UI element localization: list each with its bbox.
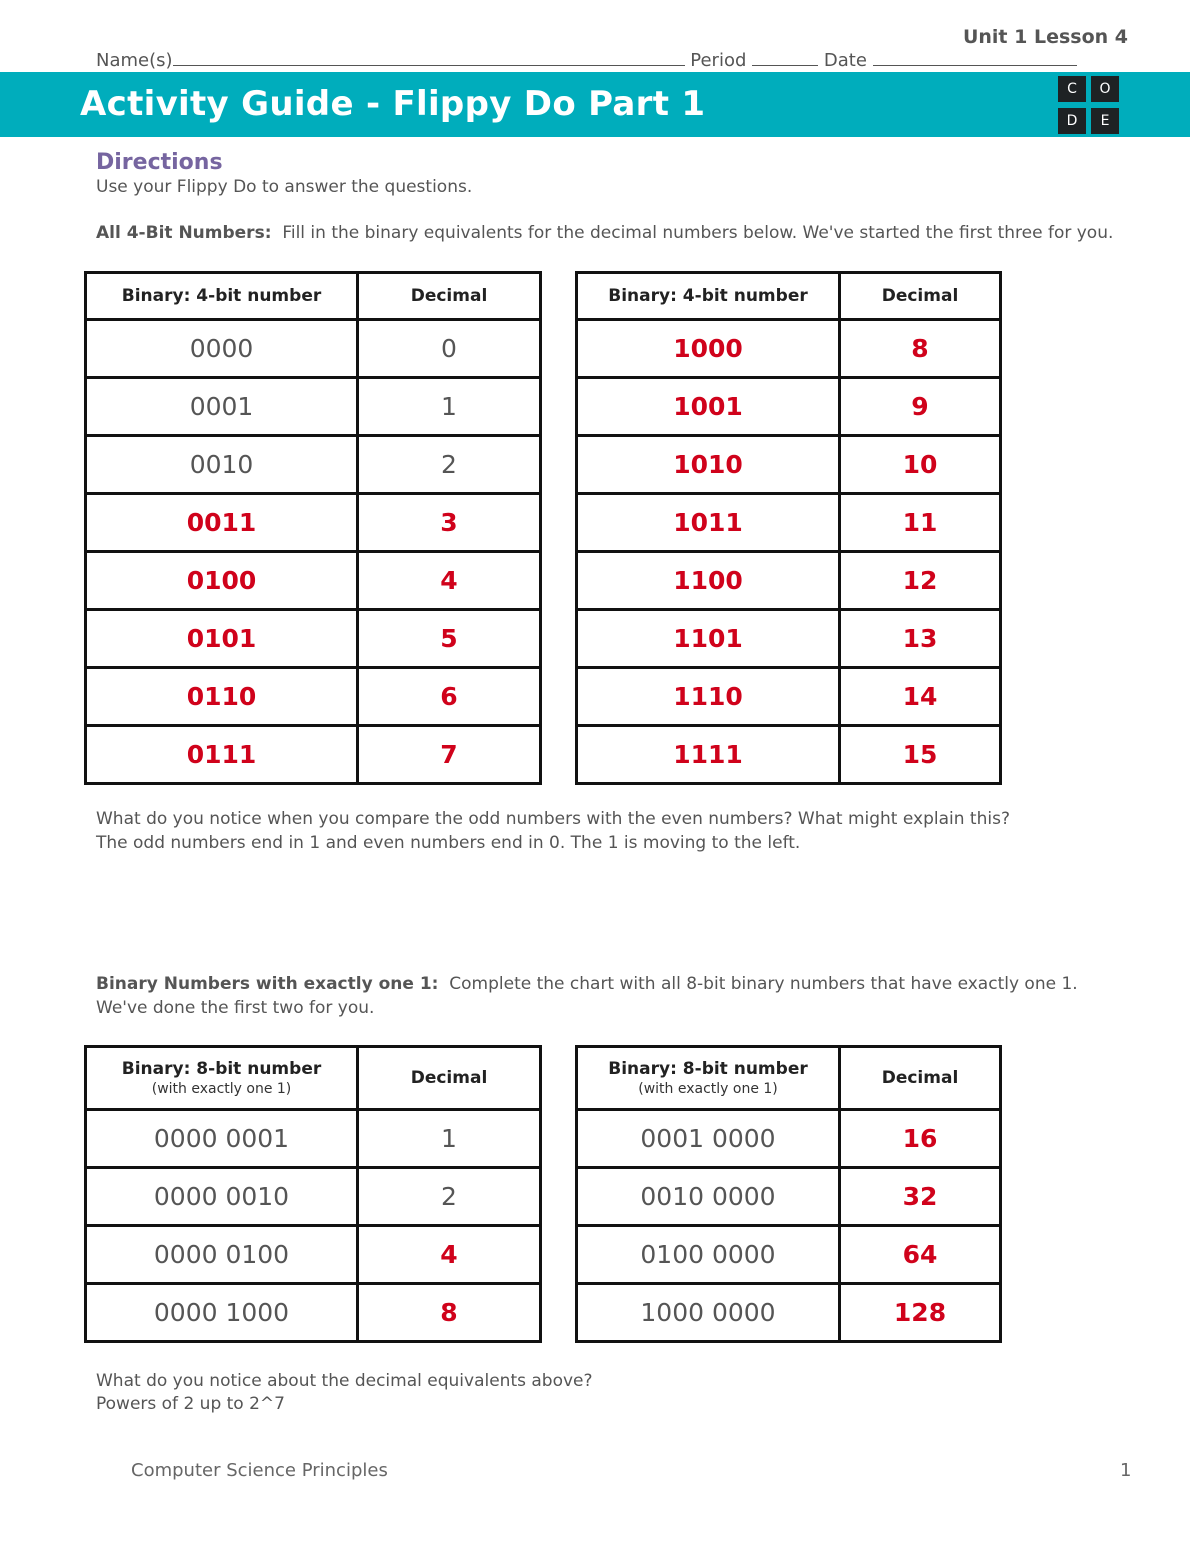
binary-cell[interactable]: 0000 0001 [86,1110,358,1168]
table-row [86,668,541,726]
header-binary-label: Binary: 8-bit number [608,1059,808,1079]
binary-cell[interactable]: 0101 [86,610,358,668]
decimal-cell[interactable]: 128 [840,1284,1001,1342]
table-row [577,1226,1001,1284]
directions-text: Use your Flippy Do to answer the questions. [96,177,473,197]
decimal-cell[interactable]: 6 [358,668,541,726]
footer-course: Computer Science Principles [131,1460,388,1481]
binary-cell[interactable]: 1111 [577,726,840,784]
decimal-cell[interactable]: 10 [840,436,1001,494]
binary-cell[interactable]: 1100 [577,552,840,610]
table-row [86,436,541,494]
binary-cell[interactable]: 1001 [577,378,840,436]
decimal-cell[interactable]: 64 [840,1226,1001,1284]
column-header-decimal: Decimal [358,1047,541,1110]
decimal-cell[interactable]: 13 [840,610,1001,668]
table-row [577,378,1001,436]
date-blank[interactable] [873,48,1077,66]
binary-cell[interactable]: 1101 [577,610,840,668]
table-row [86,1226,541,1284]
name-blank[interactable] [173,48,685,66]
binary-cell[interactable]: 0000 0100 [86,1226,358,1284]
code-logo [1058,76,1120,134]
binary-cell[interactable]: 0000 0010 [86,1168,358,1226]
unit-lesson-label: Unit 1 Lesson 4 [962,26,1128,48]
binary-cell[interactable]: 0110 [86,668,358,726]
section1-question: What do you notice when you compare the odd numbers with the even numbers? What might explain this? [96,809,1010,829]
section1-answer[interactable]: The odd numbers end in 1 and even numbers end in 0. The 1 is moving to the left. [96,833,801,853]
decimal-cell[interactable]: 11 [840,494,1001,552]
decimal-cell[interactable]: 7 [358,726,541,784]
decimal-cell[interactable]: 12 [840,552,1001,610]
decimal-cell[interactable]: 8 [840,320,1001,378]
table-row [577,494,1001,552]
table-row [86,1168,541,1226]
column-header-binary [86,1047,358,1110]
name-period-date-line [96,48,1077,71]
column-header-binary: Binary: 4-bit number [577,273,840,320]
binary-cell[interactable]: 0111 [86,726,358,784]
decimal-cell[interactable]: 0 [358,320,541,378]
section2-answer[interactable]: Powers of 2 up to 2^7 [96,1394,285,1414]
binary-cell[interactable]: 0100 [86,552,358,610]
section2-instructions-line1: Complete the chart with all 8-bit binary numbers that have exactly one 1. [449,974,1078,994]
table-row [86,552,541,610]
binary-cell[interactable]: 0001 0000 [577,1110,840,1168]
section2-instructions [96,974,1078,994]
binary-cell[interactable]: 1011 [577,494,840,552]
binary-cell[interactable]: 1010 [577,436,840,494]
decimal-cell[interactable]: 4 [358,552,541,610]
decimal-cell[interactable]: 4 [358,1226,541,1284]
table-row [577,1110,1001,1168]
table-row [86,610,541,668]
binary-cell[interactable]: 0000 1000 [86,1284,358,1342]
binary-cell[interactable]: 1000 0000 [577,1284,840,1342]
table-row [86,320,541,378]
directions-heading: Directions [96,150,223,175]
column-header-binary: Binary: 4-bit number [86,273,358,320]
table-row [577,320,1001,378]
decimal-cell[interactable]: 3 [358,494,541,552]
logo-letter-c: C [1058,76,1086,102]
binary-cell[interactable]: 0010 [86,436,358,494]
table-row [577,552,1001,610]
eight-bit-table-left [84,1045,542,1343]
decimal-cell[interactable]: 14 [840,668,1001,726]
table-row [577,668,1001,726]
binary-cell[interactable]: 0000 [86,320,358,378]
section1-instructions-text: Fill in the binary equivalents for the decimal numbers below. We've started the first three for you. [282,223,1114,243]
table-row [86,378,541,436]
decimal-cell[interactable]: 15 [840,726,1001,784]
logo-letter-e: E [1091,108,1119,134]
table-row [577,610,1001,668]
table-row [86,494,541,552]
four-bit-table-right [575,271,1002,785]
section2-instructions-line2: We've done the first two for you. [96,998,375,1018]
column-header-binary [577,1047,840,1110]
title-banner [0,72,1190,137]
decimal-cell[interactable]: 8 [358,1284,541,1342]
logo-letter-o: O [1091,76,1119,102]
table-row [577,1284,1001,1342]
period-blank[interactable] [752,48,818,66]
header-binary-sub: (with exactly one 1) [151,1081,292,1097]
table-row [577,726,1001,784]
decimal-cell[interactable]: 2 [358,436,541,494]
activity-guide-title: Activity Guide - Flippy Do Part 1 [80,84,706,124]
column-header-decimal: Decimal [840,1047,1001,1110]
binary-cell[interactable]: 1000 [577,320,840,378]
binary-cell[interactable]: 1110 [577,668,840,726]
four-bit-table-left [84,271,542,785]
binary-cell[interactable]: 0010 0000 [577,1168,840,1226]
binary-cell[interactable]: 0100 0000 [577,1226,840,1284]
section1-instructions [96,223,1113,243]
table-row [86,726,541,784]
decimal-cell[interactable]: 9 [840,378,1001,436]
header-binary-sub: (with exactly one 1) [638,1081,778,1097]
section2-label: Binary Numbers with exactly one 1: [96,974,439,994]
column-header-decimal: Decimal [840,273,1001,320]
section2-question: What do you notice about the decimal equivalents above? [96,1371,593,1391]
header-binary-label: Binary: 8-bit number [121,1059,322,1079]
eight-bit-table-right [575,1045,1002,1343]
table-row [577,436,1001,494]
logo-letter-d: D [1058,108,1086,134]
name-label: Name(s) [96,50,173,71]
decimal-cell[interactable]: 32 [840,1168,1001,1226]
table-row [86,1284,541,1342]
column-header-decimal: Decimal [358,273,541,320]
table-row [577,1168,1001,1226]
binary-cell[interactable]: 0011 [86,494,358,552]
binary-cell[interactable]: 0001 [86,378,358,436]
section1-label: All 4-Bit Numbers: [96,223,272,243]
decimal-cell[interactable]: 5 [358,610,541,668]
footer-page-number: 1 [1120,1460,1132,1481]
date-label: Date [823,50,867,71]
decimal-cell[interactable]: 16 [840,1110,1001,1168]
table-row [86,1110,541,1168]
period-label: Period [690,50,747,71]
decimal-cell[interactable]: 1 [358,1110,541,1168]
decimal-cell[interactable]: 1 [358,378,541,436]
decimal-cell[interactable]: 2 [358,1168,541,1226]
